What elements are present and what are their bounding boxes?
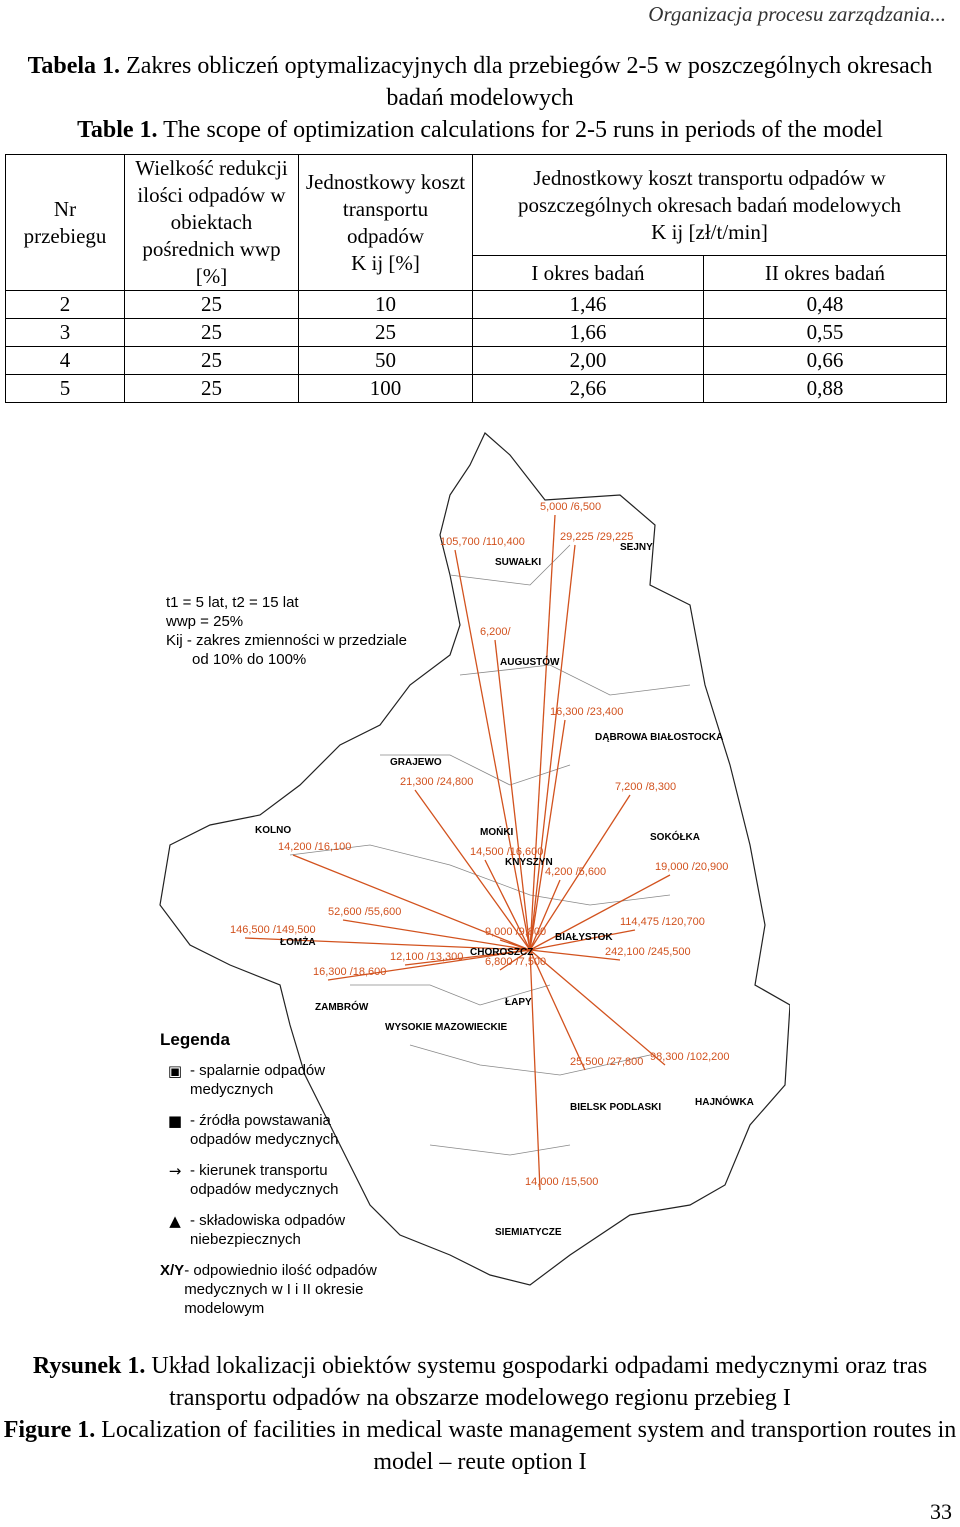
town-label: MOŃKI: [480, 827, 514, 838]
town-label: DĄBROWA BIAŁOSTOCKA: [595, 732, 724, 743]
flow-label: 105,700 /110,400: [440, 536, 525, 548]
header-unit-cost-text: Jednostkowy koszt transportu odpadów: [305, 169, 466, 248]
legend-title: Legenda: [160, 1030, 230, 1049]
header-cost-period-text: Jednostkowy koszt transportu odpadów w poszczególnych okresach badań modelowych: [517, 165, 902, 217]
flow-label: 146,500 /149,500: [230, 924, 316, 936]
flow-label: 16,300 /18,600: [313, 966, 387, 978]
running-head: Organizacja procesu zarządzania...: [648, 2, 946, 26]
cell-p1: 1,66: [473, 319, 704, 347]
town-label: SOKÓŁKA: [650, 832, 700, 843]
cell-nr: 4: [6, 347, 125, 375]
legend-row-direction: [160, 1161, 444, 1199]
note-line: t1 = 5 lat, t2 = 15 lat: [166, 594, 299, 611]
table-row: [6, 291, 947, 319]
header-reduction: Wielkość redukcji ilości odpadów w obiektach pośrednich wwp [%]: [125, 155, 299, 291]
cell-wwp: 25: [125, 319, 299, 347]
town-label: SEJNY: [620, 542, 653, 553]
cell-p2: 0,48: [703, 291, 946, 319]
town-label: SUWAŁKI: [495, 557, 542, 568]
cell-wwp: 25: [125, 291, 299, 319]
flow-label: 114,475 /120,700: [620, 916, 705, 928]
header-kij: K ij [%]: [351, 250, 420, 275]
incinerator-icon: ▣: [167, 1061, 183, 1080]
note-line: Kij - zakres zmienności w przedziale: [166, 632, 407, 649]
route-line: [530, 950, 540, 1190]
route-line: [530, 720, 565, 950]
cell-kij: 100: [299, 375, 473, 403]
cell-kij: 25: [299, 319, 473, 347]
route-line: [530, 515, 555, 950]
header-period-2: II okres badań: [703, 256, 946, 291]
cell-nr: 5: [6, 375, 125, 403]
cell-nr: 3: [6, 319, 125, 347]
legend-row-source: [160, 1111, 444, 1149]
town-label: HAJNÓWKA: [695, 1097, 754, 1108]
table-body: [6, 291, 947, 403]
flow-label: 98,300 /102,200: [650, 1051, 730, 1063]
map-notes: [166, 593, 407, 669]
table-row: [6, 347, 947, 375]
cell-wwp: 25: [125, 375, 299, 403]
cell-p2: 0,66: [703, 347, 946, 375]
arrow-right-icon: →: [168, 1161, 182, 1180]
table-row: [6, 375, 947, 403]
legend-incinerator-text: - spalarnie odpadów medycznych: [190, 1062, 326, 1098]
flow-label: 29,225 /29,225: [560, 531, 634, 543]
town-label: SIEMIATYCZE: [495, 1227, 562, 1238]
note-line: od 10% do 100%: [192, 651, 307, 668]
legend-source-text: - źródła powstawania odpadów medycznych: [190, 1112, 339, 1148]
header-kij-unit: K ij [zł/t/min]: [651, 219, 768, 244]
table-caption-pl-text: Zakres obliczeń optymalizacyjnych dla przebiegów 2-5 w poszczególnych okresach badań modelowych: [126, 53, 933, 111]
flow-label: 5,000 /6,500: [540, 501, 602, 513]
flow-label: 14,200 /16,100: [278, 841, 352, 853]
cell-p1: 1,46: [473, 291, 704, 319]
cell-kij: 50: [299, 347, 473, 375]
flow-label: 14,000 /15,500: [525, 1176, 599, 1188]
town-label: ŁOMŻA: [280, 937, 316, 948]
table-caption-pl-label: Tabela 1.: [27, 53, 121, 79]
header-nr: Nr przebiegu: [6, 155, 125, 291]
flow-label: 16,300 /23,400: [550, 706, 624, 718]
legend-row-xy: [160, 1261, 444, 1318]
legend-row-landfill: [160, 1211, 444, 1249]
figure-caption: [0, 1350, 960, 1478]
flow-label: 6,200/: [480, 626, 511, 638]
town-label: ZAMBRÓW: [315, 1002, 369, 1013]
town-label: BIELSK PODLASKI: [570, 1102, 662, 1113]
note-line: wwp = 25%: [166, 613, 244, 630]
table-caption-en-text: The scope of optimization calculations for 2-5 runs in periods of the model: [163, 117, 883, 143]
cell-p2: 0,88: [703, 375, 946, 403]
legend-xy-text: - odpowiednio ilość odpadów medycznych w I i II okresie modelowym: [184, 1262, 377, 1317]
town-label: BIAŁYSTOK: [555, 932, 613, 943]
table-caption-en-label: Table 1.: [77, 117, 158, 143]
town-label: ŁAPY: [505, 997, 532, 1008]
flow-label: 9,000 /9,800: [485, 926, 547, 938]
landfill-icon: ▲: [169, 1211, 181, 1230]
town-label: CHOROSZCZ: [470, 947, 534, 958]
route-line: [530, 950, 665, 1065]
town-label: GRAJEWO: [390, 757, 442, 768]
flow-label: 12,100 /13,300: [390, 951, 464, 963]
flow-label: 6,800 /7,500: [485, 956, 547, 968]
figure-caption-pl-text: Układ lokalizacji obiektów systemu gospodarki odpadami medycznymi oraz tras transportu odpadów na obszarze modelowego regionu przebieg I: [151, 1353, 928, 1411]
cell-wwp: 25: [125, 347, 299, 375]
flow-label: 4,200 /5,600: [545, 866, 607, 878]
town-label: WYSOKIE MAZOWIECKIE: [385, 1022, 508, 1033]
figure-caption-en-text: Localization of facilities in medical waste management system and transportion routes in model – reute option I: [101, 1417, 957, 1475]
header-cost-period: [473, 155, 947, 256]
cell-nr: 2: [6, 291, 125, 319]
source-square-icon: ■: [167, 1111, 183, 1130]
flow-label: 52,600 /55,600: [328, 906, 402, 918]
header-unit-cost: [299, 155, 473, 291]
route-line: [530, 950, 585, 1070]
page-number: 33: [930, 1499, 952, 1524]
legend-landfill-text: - składowiska odpadów niebezpiecznych: [190, 1212, 346, 1248]
cell-p1: 2,66: [473, 375, 704, 403]
figure-caption-pl-label: Rysunek 1.: [32, 1353, 146, 1379]
figure-caption-en-label: Figure 1.: [3, 1417, 96, 1443]
town-label: AUGUSTÓW: [500, 657, 560, 668]
route-line: [530, 545, 575, 950]
cell-p2: 0,55: [703, 319, 946, 347]
legend-direction-text: - kierunek transportu odpadów medycznych: [190, 1162, 339, 1198]
table-caption: [0, 50, 960, 146]
legend-xy-key: X/Y: [160, 1262, 185, 1279]
flow-label: 19,000 /20,900: [655, 861, 729, 873]
flow-label: 14,500 /16,600: [470, 846, 544, 858]
route-line: [455, 550, 530, 950]
cell-kij: 10: [299, 291, 473, 319]
header-period-1: I okres badań: [473, 256, 704, 291]
legend: [160, 1030, 444, 1318]
cell-p1: 2,00: [473, 347, 704, 375]
town-label: KOLNO: [255, 825, 292, 836]
legend-row-incinerator: [160, 1061, 444, 1099]
table-row: [6, 319, 947, 347]
flow-label: 242,100 /245,500: [605, 946, 691, 958]
flow-label: 7,200 /8,300: [615, 781, 677, 793]
town-label: KNYSZYN: [505, 857, 553, 868]
flow-label: 21,300 /24,800: [400, 776, 474, 788]
route-line: [495, 640, 530, 950]
flow-label: 25,500 /27,800: [570, 1056, 644, 1068]
optimization-table: [5, 154, 947, 403]
